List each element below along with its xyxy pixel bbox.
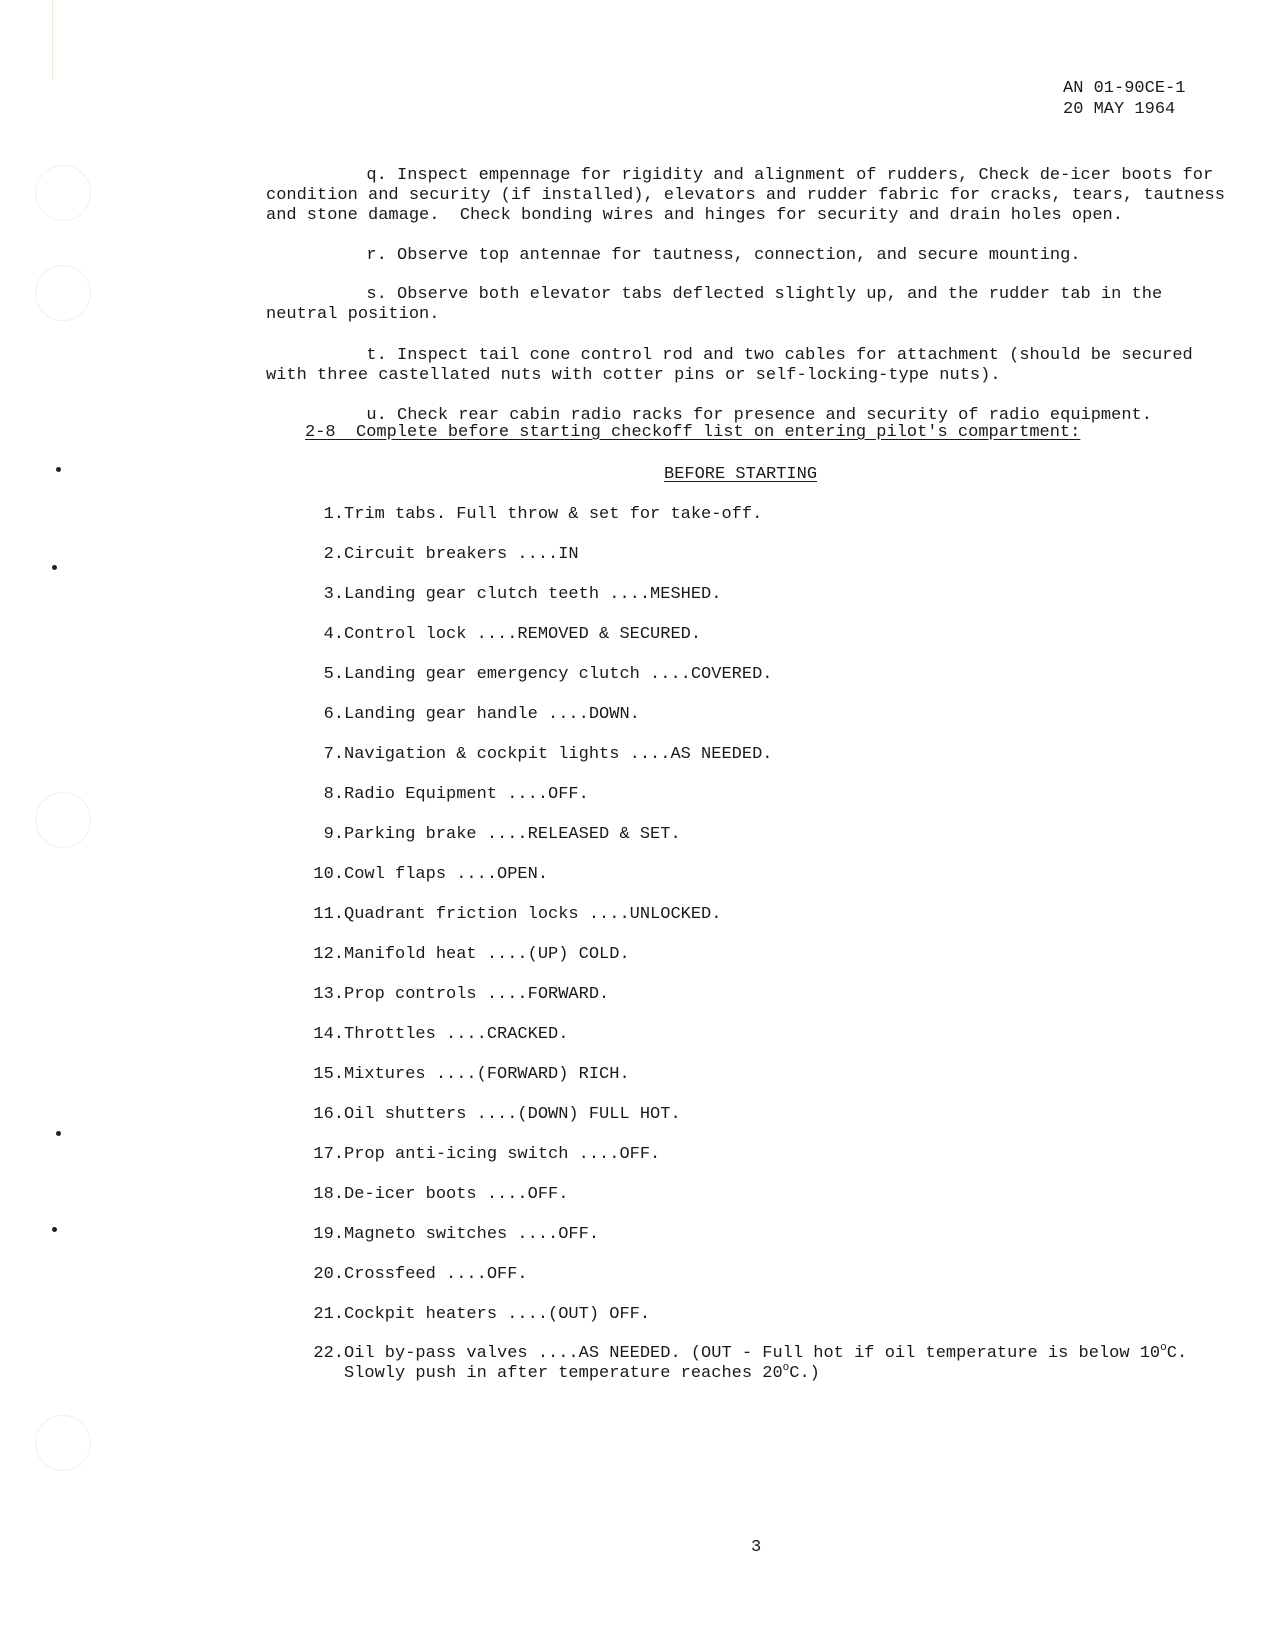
item-text-line: Oil by-pass valves ....AS NEEDED. (OUT - Full hot if oil temperature is below 10 [344,1344,1161,1363]
paragraph-u [266,386,1226,426]
item-text: Landing gear handle ....DOWN. [344,705,640,724]
item-number: 22. [313,1344,344,1363]
item-number: 6. [323,705,344,724]
punch-hole [35,1415,91,1471]
item-number: 16. [313,1105,344,1124]
punch-hole [35,792,91,848]
item-text: Manifold heat ....(UP) COLD. [344,945,630,964]
paragraph-text: Inspect tail cone control rod and two cables for attachment (should be secured with three castellated nuts with cotter pins or self-locking-type nuts). [266,346,1203,385]
item-number: 1. [323,505,344,524]
paragraph-t [266,326,1226,386]
item-text: Landing gear clutch teeth ....MESHED. [344,585,722,604]
page-number: 3 [751,1538,762,1557]
item-text: Landing gear emergency clutch ....COVERED. [344,665,773,684]
speck [56,1131,61,1136]
item-number: 13. [313,985,344,1004]
item-text: Navigation & cockpit lights ....AS NEEDED. [344,745,773,764]
item-text-line: C. [1166,1344,1188,1363]
paragraph-text: Observe top antennae for tautness, connection, and secure mounting. [397,246,1081,265]
item-text: Control lock ....REMOVED & SECURED. [344,625,702,644]
item-text: Prop anti-icing switch ....OFF. [344,1145,661,1164]
degree-mark: o [1160,1342,1167,1354]
degree-mark: o [782,1362,790,1374]
section-heading [305,423,1080,442]
item-text: De-icer boots ....OFF. [344,1185,569,1204]
item-number: 11. [313,905,344,924]
item-number: 19. [313,1225,344,1244]
item-text: Trim tabs. Full throw & set for take-off. [344,505,763,524]
paragraph-letter: q. [366,166,387,185]
item-number: 18. [313,1185,344,1204]
item-number: 15. [313,1065,344,1084]
paragraph-text: Inspect empennage for rigidity and alignment of rudders, Check de-icer boots for condition and security (if installed), elevators and rudder fabric for cracks, tears, tautness and stone damage. Check bonding wires and hinges for security and drain holes open. [266,166,1236,225]
checklist-title: BEFORE STARTING [664,465,818,484]
item-text: Prop controls ....FORWARD. [344,985,610,1004]
item-text-line: C.) [789,1364,820,1383]
item-number: 12. [313,945,344,964]
item-text: Circuit breakers ....IN [344,545,579,564]
paragraph-letter: u. [366,406,387,425]
item-number: 17. [313,1145,344,1164]
section-number: 2-8 [305,423,336,442]
item-text: Parking brake ....RELEASED & SET. [344,825,681,844]
item-number: 14. [313,1025,344,1044]
doc-number: AN 01-90CE-1 [1063,79,1186,98]
punch-hole [35,265,91,321]
item-text: Crossfeed ....OFF. [344,1265,528,1284]
punch-hole [35,165,91,221]
item-text [344,1344,1204,1384]
item-number: 20. [313,1265,344,1284]
paragraph-letter: s. [366,285,387,304]
item-number: 7. [323,745,344,764]
item-text: Magneto switches ....OFF. [344,1225,600,1244]
item-number: 2. [323,545,344,564]
margin-line [52,0,53,80]
paragraph-q [266,146,1236,226]
paragraph-r [266,226,1226,266]
section-text: Complete before starting checkoff list on entering pilot's compartment: [356,423,1081,442]
paragraph-text: Check rear cabin radio racks for presence and security of radio equipment. [397,406,1152,425]
item-number: 9. [323,825,344,844]
item-text: Radio Equipment ....OFF. [344,785,589,804]
item-text: Quadrant friction locks ....UNLOCKED. [344,905,722,924]
item-text: Mixtures ....(FORWARD) RICH. [344,1065,630,1084]
paragraph-letter: r. [366,246,387,265]
item-number: 10. [313,865,344,884]
speck [52,1227,57,1232]
item-text: Throttles ....CRACKED. [344,1025,569,1044]
paragraph-text: Observe both elevator tabs deflected slightly up, and the rudder tab in the neutral position. [266,285,1173,324]
paragraph-letter: t. [366,346,387,365]
item-number: 8. [323,785,344,804]
item-text-line: Slowly push in after temperature reaches 20 [344,1364,783,1383]
paragraph-s [266,265,1226,325]
item-number: 4. [323,625,344,644]
speck [52,565,57,570]
item-number: 5. [323,665,344,684]
item-number: 21. [313,1305,344,1324]
item-text: Cowl flaps ....OPEN. [344,865,549,884]
doc-date: 20 MAY 1964 [1063,100,1176,119]
item-number: 3. [323,585,344,604]
item-text: Cockpit heaters ....(OUT) OFF. [344,1305,651,1324]
item-text: Oil shutters ....(DOWN) FULL HOT. [344,1105,681,1124]
document-header [1063,78,1185,120]
speck [56,467,61,472]
